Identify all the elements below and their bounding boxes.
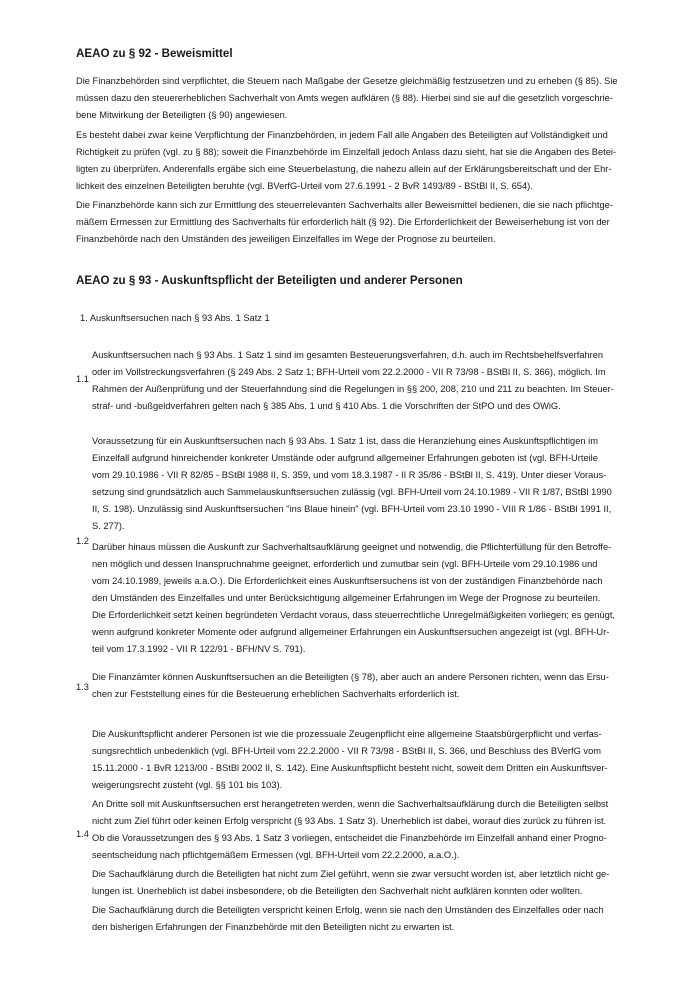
item-body: Auskunftsersuchen nach § 93 Abs. 1 Satz 1 sind im gesamten Besteuerungsverfahren, d.h. auch im Rechtsbehelfsverfahren oder im Vollstreckungsverfahren (§ 249 Abs. 2 Satz 1; BFH-Urteil vom 22.2.2000 - VII R 73/98 - BStBl II, S. 366), möglich. Im Rahmen der Außenprüfung und der Steuerfahndung sind die Regelungen in §§ 200, 208, 210 und 211 zu beachten. Im Steuer- straf- und -bußgeldverfahren gelten nach § 385 Abs. 1 und § 410 Abs. 1 die Vorschriften der StPO und des OWiG. <box>92 350 614 411</box>
paragraph: Die Finanzbehörde kann sich zur Ermittlung des steuerrelevanten Sachverhalts aller Beweismittel bedienen, die sie nach pflichtge- mäßem Ermessen zur Ermittlung des Sachverhalts für erforderlich hält (§ 92). Die Erforderlichkeit der Beweiserhebung ist von der Finanzbehörde nach den Umständen des jeweiligen Einzelfalles im Wege der Prognose zu beurteilen. <box>76 200 613 244</box>
item-body: Die Auskunftspflicht anderer Personen ist wie die prozessuale Zeugenpflicht eine allgemeine Staatsbürgerpflicht und verfas- sungsrechtlich unbedenklich (vgl. BFH-Urteil vom 22.2.2000 - VII R 73/98 - BStBl II, S. 366, und Beschluss des BVerfG vom 15.11.2000 - 1 BvR 1213/00 - BStBl 2002 II, S. 142). Eine Auskunftspflicht besteht nicht, soweit dem Dritten ein Auskunftsver- weigerungsrecht zusteht (vgl. §§ 101 bis 103). <box>92 729 608 790</box>
item-body: Voraussetzung für ein Auskunftsersuchen nach § 93 Abs. 1 Satz 1 ist, dass die Heranziehung eines Auskunftspflichtigen im Einzelfall aufgrund hinreichender konkreter Umstände oder aufgrund allgemeiner Erfahrungen geboten ist (vgl. BFH-Urteile vom 29.10.1986 - VII R 82/85 - BStBl 1988 II, S. 359, und vom 18.3.1987 - II R 35/86 - BStBl II, S. 419). Unter dieser Voraus- setzung sind grundsätzlich auch Sammelauskunftsersuchen zulässig (vgl. BFH-Urteil vom 24.10.1989 - VII R 1/87, BStBl 1990 II, S. 198). Unzulässig sind Auskunftsersuchen "ins Blaue hinein" (vgl. BFH-Urteil vom 23.10 1990 - VIII R 1/86 - BStBl 1991 II, S. 277). <box>92 436 612 531</box>
list-item: 1. Auskunftsersuchen nach § 93 Abs. 1 Satz 1 <box>80 313 270 323</box>
paragraph: Die Finanzbehörden sind verpflichtet, die Steuern nach Maßgabe der Gesetze gleichmäßig festzusetzen und zu erheben (§ 85). Sie müssen dazu den steuererheblichen Sachverhalt von Amts wegen aufklären (§ 88). Hierbei sind sie auf die gesetzlich vorgeschrie- bene Mitwirkung der Beteiligten (§ 90) angewiesen. <box>76 76 618 120</box>
item-body: An Dritte soll mit Auskunftsersuchen erst herangetreten werden, wenn die Sachverhaltsaufklärung durch die Beteiligten selbst nicht zum Ziel führt oder keinen Erfolg verspricht (§ 93 Abs. 1 Satz 3). Unerheblich ist dabei, worauf dies zurück zu führen ist. Ob die Voraussetzungen des § 93 Abs. 1 Satz 3 vorliegen, entscheidet die Finanzbehörde im Einzelfall anhand einer Progno- seentscheidung nach pflichtgemäßem Ermessen (vgl. BFH-Urteil vom 22.2.2000, a.a.O.). <box>92 799 609 860</box>
item-body: Darüber hinaus müssen die Auskunft zur Sachverhaltsaufklärung geeignet und notwendig, die Pflichterfüllung für den Betroffe- nen möglich und dessen Inanspruchnahme geeignet, erforderlich und zumutbar sein (vgl. BFH-Urteile vom 29.10.1986 und vom 24.10.1989, jeweils a.a.O.). Die Erforderlichkeit eines Auskunftsersuchens ist von der zuständigen Finanzbehörde nach den Umständen des Einzelfalles und unter Berücksichtigung allgemeiner Erfahrungen im Wege der Prognose zu beurteilen. Die Erforderlichkeit setzt keinen begründeten Verdacht voraus, dass steuerrechtliche Unregelmäßigkeiten vorliegen; es genügt, wenn aufgrund konkreter Momente oder aufgrund allgemeiner Erfahrungen ein Auskunftsersuchen angezeigt ist (vgl. BFH-Ur- teil vom 17.3.1992 - VII R 122/91 - BFH/NV S. 791). <box>92 542 615 654</box>
item-body: Die Sachaufklärung durch die Beteiligten hat nicht zum Ziel geführt, wenn sie zwar versucht worden ist, aber letztlich nicht ge- lungen ist. Unerheblich ist dabei insbesondere, ob die Beteiligten den Sachverhalt nicht aufklären konnten oder wollten. <box>92 869 610 896</box>
item-number: 1.1 <box>76 374 89 384</box>
item-body: Die Sachaufklärung durch die Beteiligten verspricht keinen Erfolg, wenn sie nach den Umständen des Einzelfalles oder nach den bisherigen Erfahrungen der Finanzbehörde mit den Beteiligten nicht zu erwarten ist. <box>92 905 604 932</box>
section-heading-92: AEAO zu § 92 - Beweismittel <box>76 47 233 60</box>
section-heading-93: AEAO zu § 93 - Auskunftspflicht der Beteiligten und anderer Personen <box>76 274 463 287</box>
item-body: Die Finanzämter können Auskunftsersuchen an die Beteiligten (§ 78), aber auch an andere Personen richten, wenn das Ersu- chen zur Feststellung eines für die Besteuerung erheblichen Sachverhalts erforderlich ist. <box>92 672 609 699</box>
item-number: 1.3 <box>76 682 89 692</box>
item-number: 1.4 <box>76 829 89 839</box>
item-number: 1.2 <box>76 536 89 546</box>
paragraph: Es besteht dabei zwar keine Verpflichtung der Finanzbehörden, in jedem Fall alle Angaben des Beteiligten auf Vollständigkeit und Richtigkeit zu prüfen (vgl. zu § 88); soweit die Finanzbehörde im Einzelfall jedoch Anlass dazu sieht, hat sie die Angaben des Betei- ligten zu überprüfen. Anderenfalls ergäbe sich eine Steuerbelastung, die nahezu allein auf der Erklärungsbereitschaft und der Ehr- lichkeit des einzelnen Beteiligten beruhte (vgl. BVerfG-Urteil vom 27.6.1991 - 2 BvR 1493/89 - BStBl II, S. 654). <box>76 130 617 191</box>
